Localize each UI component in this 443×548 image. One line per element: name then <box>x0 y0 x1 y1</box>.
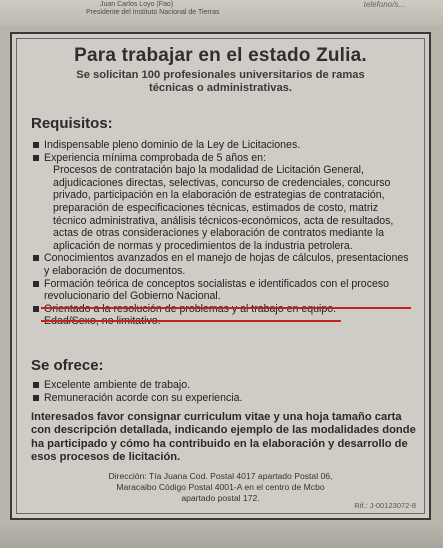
reference-number: Rif.: J-00123072-8 <box>354 501 416 510</box>
requisito-text <box>44 303 411 316</box>
requisitos-list <box>33 139 411 328</box>
contact-line3: apartado postal 172. <box>181 493 260 503</box>
signature-name: Juan Carlos Loyo (Fao) <box>100 1 174 8</box>
experiencia-detalle: Procesos de contratación bajo la modalidad de Licitación General, adjudicaciones directas, selectivas, concurso de credenciales, concurso privado, participación en la elaboración de estrategias de contratación, preparación de especificaciones técnicas, estimados de costo, matriz técnico administrativa, análisis técnicos-económicos, acta de resultados, actas de otras consideraciones y elaboración de contratos mediante la aplicación de normas y procedimientos de la industria petrolera. <box>53 164 394 252</box>
bullet-icon <box>33 142 39 148</box>
requisitos-heading: Requisitos: <box>31 115 113 132</box>
requisito-text: Conocimientos avanzados en el manejo de hojas de cálculos, presentaciones y elaboración de documentos. <box>44 252 409 277</box>
ad-title: Para trabajar en el estado Zulia. <box>74 45 367 66</box>
bullet-icon <box>33 395 39 401</box>
requisito-text-highlighted: Formación teórica de conceptos socialistas e identificados con el proceso revolucionario del Gobierno Nacional. <box>44 277 390 303</box>
contact-line2: Maracaibo Código Postal 4001-A en el centro de Mcbo <box>116 482 325 492</box>
newspaper-footer-strip <box>0 520 443 548</box>
list-item <box>33 252 411 277</box>
red-underline-1 <box>41 307 411 309</box>
ofrece-list <box>33 379 411 404</box>
list-item <box>33 392 411 405</box>
ad-subtitle-line2: técnicas o administrativas. <box>148 82 292 94</box>
ofrece-heading: Se ofrece: <box>31 357 104 374</box>
contact-block <box>17 471 424 504</box>
bullet-icon <box>33 306 39 312</box>
bullet-icon <box>33 155 39 161</box>
contact-line1: Dirección: Tía Juana Cod. Postal 4017 apartado Postal 06, <box>108 471 333 481</box>
requisito-text: Experiencia mínima comprobada de 5 años en: <box>44 151 267 164</box>
classified-ad <box>10 32 431 520</box>
requisito-text: Indispensable pleno dominio de la Ley de Licitaciones. <box>44 139 301 151</box>
interesados-paragraph: Interesados favor consignar curriculum vitae y una hoja tamaño carta con descripción detallada, indicando ejemplo de las modalidades donde ha participado y cómo ha contribuido en la elaboración y desarrollo de esos procesos de licitación. <box>31 411 416 464</box>
red-underline-2 <box>41 320 341 322</box>
list-item <box>33 379 411 392</box>
list-item <box>33 303 411 316</box>
ofrece-text: Excelente ambiente de trabajo. <box>44 379 191 391</box>
ad-subtitle <box>17 69 424 95</box>
newspaper-header-strip <box>0 0 443 26</box>
list-item <box>33 278 411 303</box>
list-item <box>33 152 411 165</box>
header-right-fragment: telefono/s... <box>363 0 405 9</box>
ad-subtitle-line1: Se solicitan 100 profesionales universitarios de ramas <box>76 69 365 81</box>
ofrece-text: Remuneración acorde con su experiencia. <box>44 391 243 404</box>
ad-inner-border <box>16 38 425 514</box>
bullet-icon <box>33 281 39 287</box>
bullet-icon <box>33 382 39 388</box>
list-item <box>33 139 411 152</box>
signature-title: Presidente del Instituto Nacional de Tierras <box>86 9 220 16</box>
bullet-icon <box>33 255 39 261</box>
